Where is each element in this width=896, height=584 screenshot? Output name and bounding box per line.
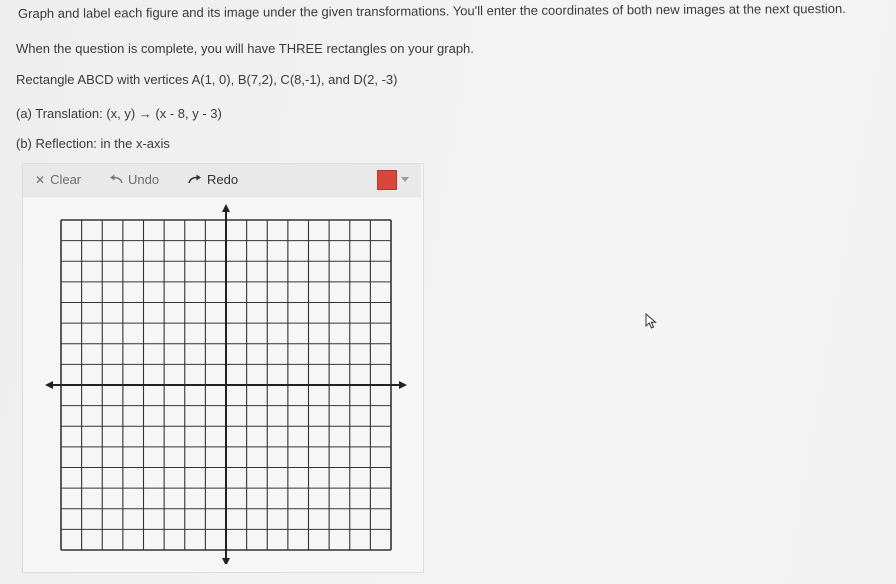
color-swatch [377, 170, 397, 190]
part-b-reflection: (b) Reflection: in the x-axis [16, 136, 170, 151]
coordinate-plane[interactable] [43, 204, 407, 564]
rectangle-vertices-text: Rectangle ABCD with vertices A(1, 0), B(7,2), C(8,-1), and D(2, -3) [16, 72, 398, 87]
y-axis-arrow-up [222, 204, 230, 212]
redo-button[interactable] [188, 172, 238, 187]
instruction-line-2: When the question is complete, you will have THREE rectangles on your graph. [16, 41, 474, 56]
redo-label: Redo [207, 172, 239, 187]
mouse-cursor-icon [645, 313, 659, 329]
part-a-translation: (a) Translation: (x, y) → (x - 8, y - 3) [16, 106, 222, 121]
redo-arrow-icon [188, 173, 202, 187]
axes [45, 204, 407, 564]
undo-arrow-icon [109, 173, 123, 187]
graphing-widget [22, 163, 424, 573]
chevron-down-icon [401, 177, 409, 182]
close-icon: ✕ [35, 173, 46, 187]
color-picker[interactable] [375, 170, 415, 190]
clear-label: Clear [50, 172, 82, 187]
undo-button[interactable] [109, 172, 159, 187]
instruction-line-1: Graph and label each figure and its image under the given transformations. You'll enter the coordinates of both new images at the next question. [17, 0, 846, 21]
undo-label: Undo [128, 172, 160, 187]
x-axis-arrow-right [399, 381, 407, 389]
clear-button[interactable] [35, 172, 81, 187]
y-axis-arrow-down [222, 558, 230, 564]
graph-toolbar [23, 164, 421, 197]
x-axis-arrow-left [45, 381, 53, 389]
